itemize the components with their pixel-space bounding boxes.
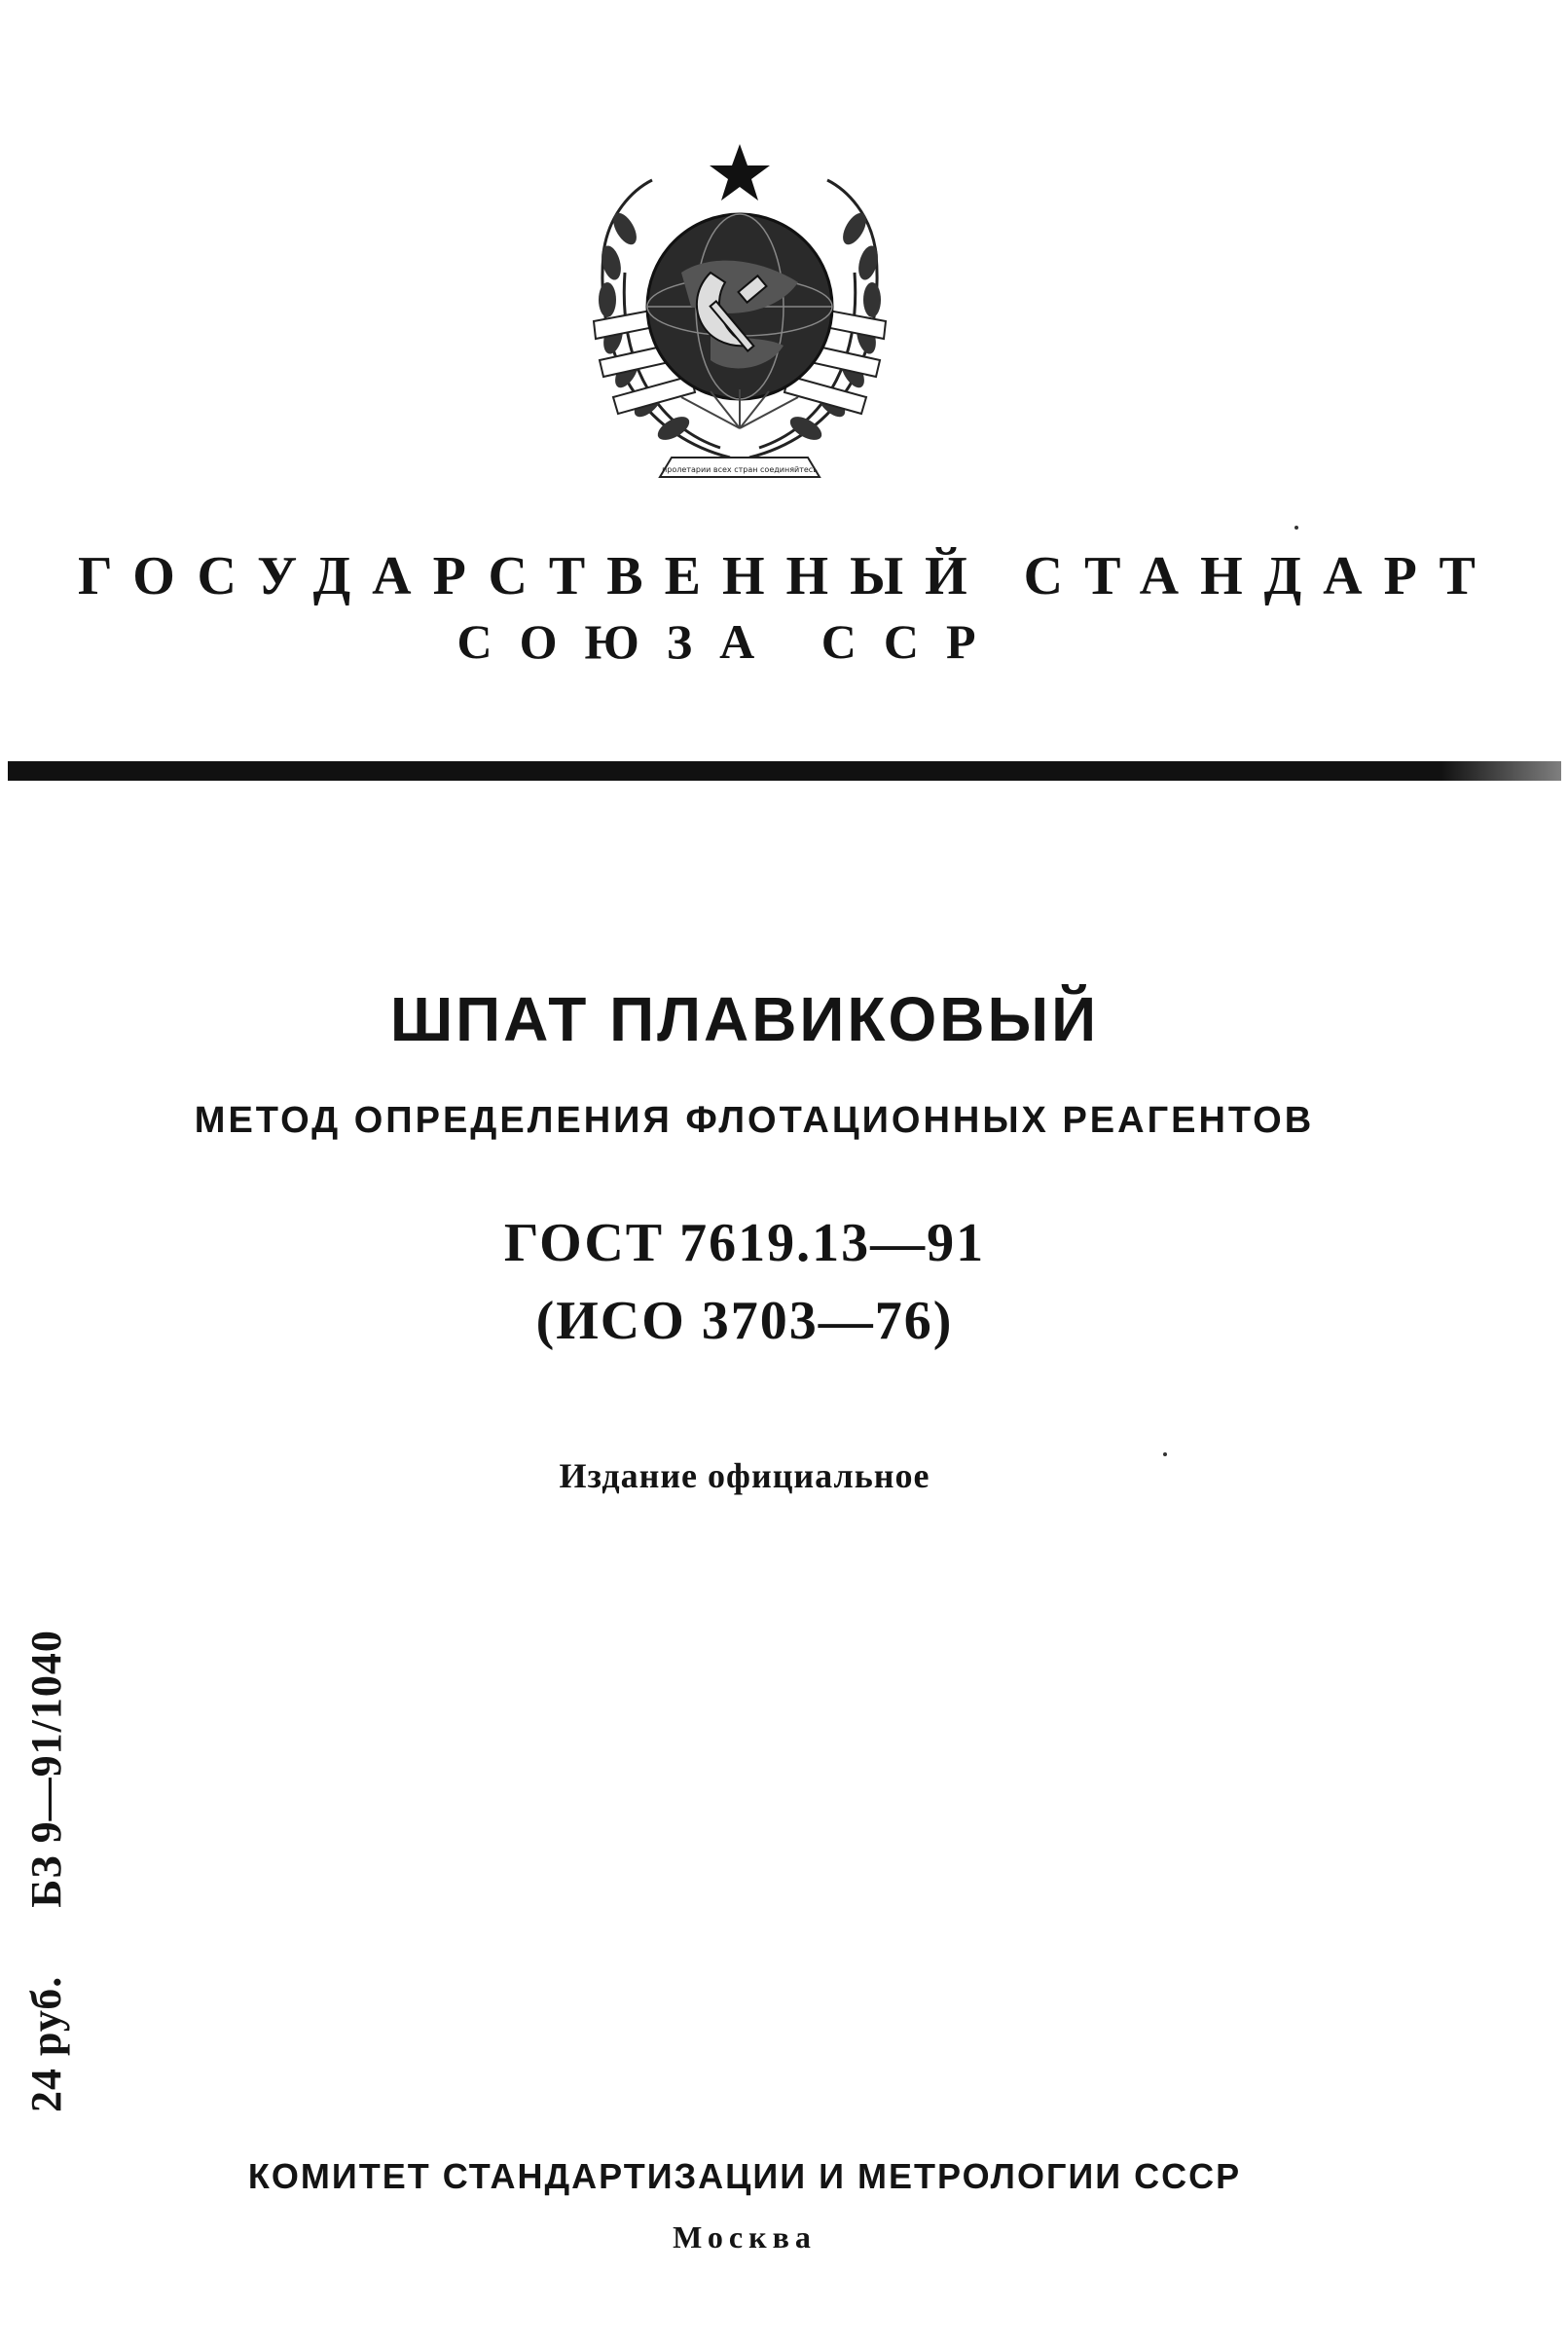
scan-speck xyxy=(1295,526,1298,530)
document-title: ШПАТ ПЛАВИКОВЫЙ xyxy=(389,984,1100,1054)
edition-label: Издание официальное xyxy=(559,1456,930,1495)
document-subtitle: МЕТОД ОПРЕДЕЛЕНИЯ ФЛОТАЦИОННЫХ РЕАГЕНТОВ xyxy=(194,1100,1315,1141)
emblem-ribbon-text: пролетарии всех стран соединяйтесь xyxy=(662,465,818,474)
iso-number: (ИСО 3703—76) xyxy=(535,1291,954,1351)
header-line-2: СОЮЗА ССР xyxy=(456,614,1003,669)
city-name: Москва xyxy=(673,2219,817,2254)
scan-speck xyxy=(1163,1452,1167,1456)
registration-code: БЗ 9—91/1040 xyxy=(22,1630,70,1908)
gost-number: ГОСТ 7619.13—91 xyxy=(503,1213,986,1273)
side-vertical-text xyxy=(21,1630,71,2112)
horizontal-rule xyxy=(8,761,1561,781)
rule-fade xyxy=(1440,761,1561,781)
header-line-1: ГОСУДАРСТВЕННЫЙ СТАНДАРТ xyxy=(78,546,1497,606)
price-label: 24 руб. xyxy=(22,1975,70,2112)
star-icon xyxy=(710,144,770,201)
globe-icon xyxy=(647,214,832,399)
committee-name: КОМИТЕТ СТАНДАРТИЗАЦИИ И МЕТРОЛОГИИ СССР xyxy=(247,2156,1242,2196)
state-emblem xyxy=(565,136,915,506)
